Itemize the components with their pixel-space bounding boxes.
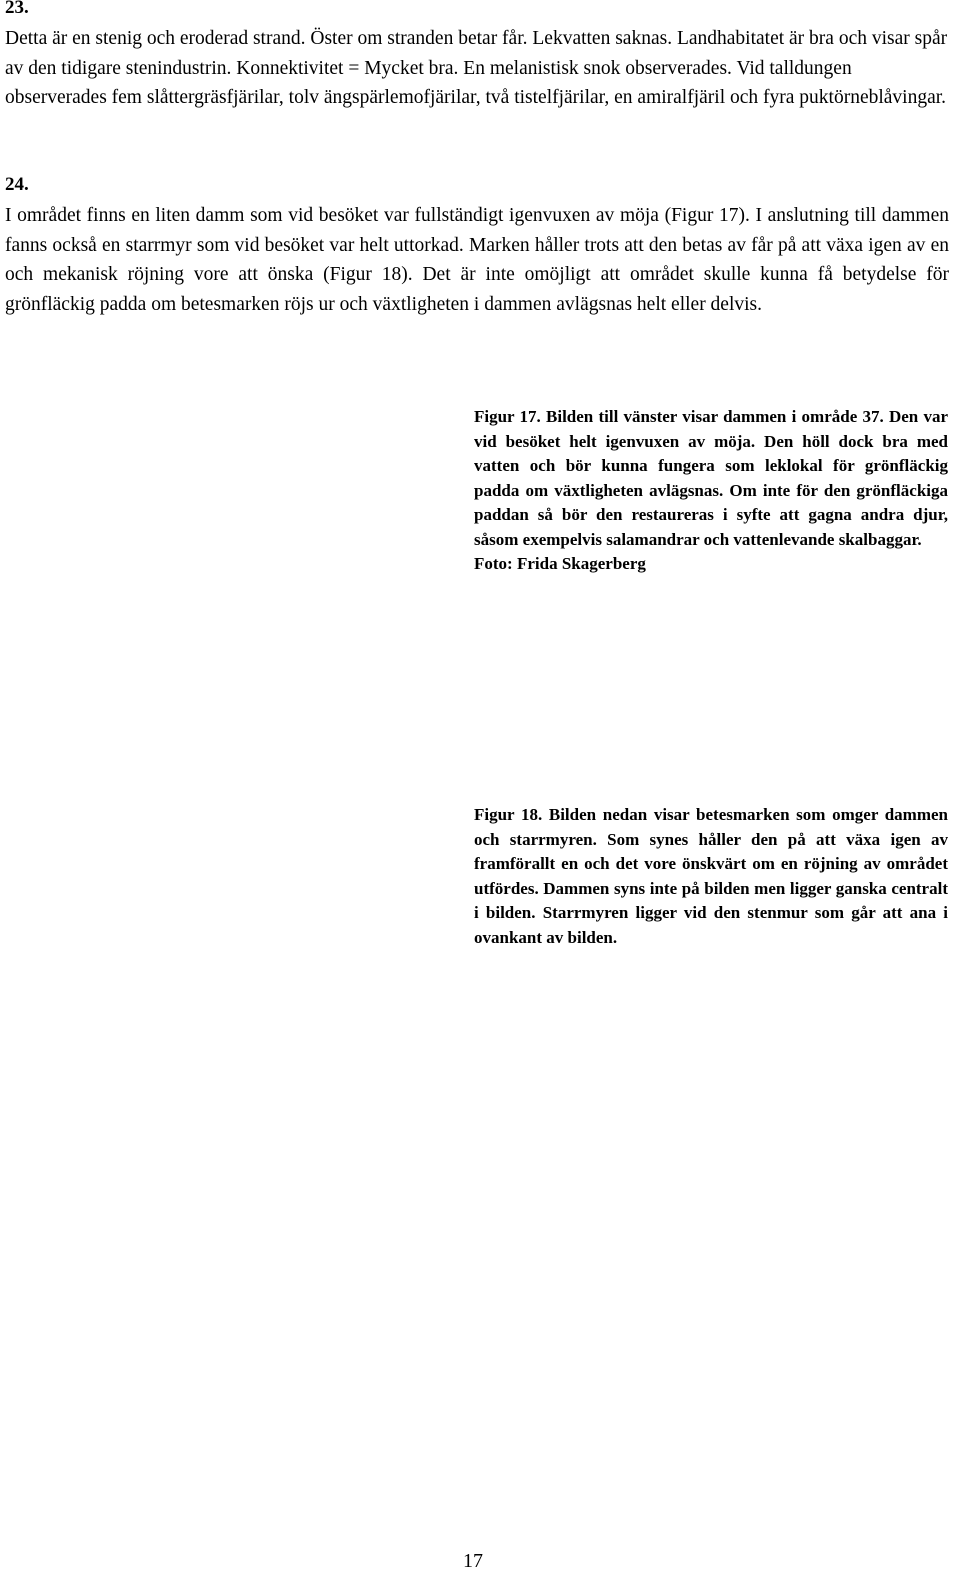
section-23-number: 23. [5, 0, 29, 18]
figure-17-photo-credit: Foto: Frida Skagerberg [474, 554, 646, 573]
figure-18-caption-block [474, 803, 948, 950]
section-24-paragraph: I området finns en liten damm som vid besöket var fullständigt igenvuxen av möja (Figur 17). I anslutning till dammen fanns också en starrmyr som vid besöket var helt uttorkad. Marken håller trots att den betas av får på att växa igen av en och mekanisk röjning vore att önska (Figur 18). Det är inte omöjligt att området skulle kunna få betydelse för grönfläckig padda om betesmarken röjs ur och växtligheten i dammen avlägsnas helt eller delvis. [5, 205, 949, 315]
page-number: 17 [463, 1550, 483, 1572]
figure-17-caption: Figur 17. Bilden till vänster visar dammen i område 37. Den var vid besöket helt igenvuxen av möja. Den höll dock bra med vatten och bör kunna fungera som leklokal för grönfläckig padda om växtligheten avlägsnas. Om inte för den grönfläckiga paddan så bör den restaureras i syfte att gagna andra djur, såsom exempelvis salamandrar och vattenlevande skalbaggar. [474, 407, 948, 549]
section-24-number: 24. [5, 174, 29, 195]
figure-18-caption: Figur 18. Bilden nedan visar betesmarken som omger dammen och starrmyren. Som synes håller den på att växa igen av framförallt en och det vore önskvärt om en röjning av området utfördes. Dammen syns inte på bilden men ligger ganska centralt i bilden. Starrmyren ligger vid den stenmur som går att ana i ovankant av bilden. [474, 805, 948, 947]
section-23-paragraph: Detta är en stenig och eroderad strand. Öster om stranden betar får. Lekvatten saknas. Landhabitatet är bra och visar spår av den tidigare stenindustrin. Konnektivitet = Mycket bra. En melanistisk snok observerades. Vid talldungen observerades fem slåttergräsfjärilar, tolv ängspärlemofjärilar, två tistelfjärilar, en amiralfjäril och fyra puktörneblåvingar. [5, 28, 948, 108]
figure-17-caption-block [474, 405, 948, 577]
